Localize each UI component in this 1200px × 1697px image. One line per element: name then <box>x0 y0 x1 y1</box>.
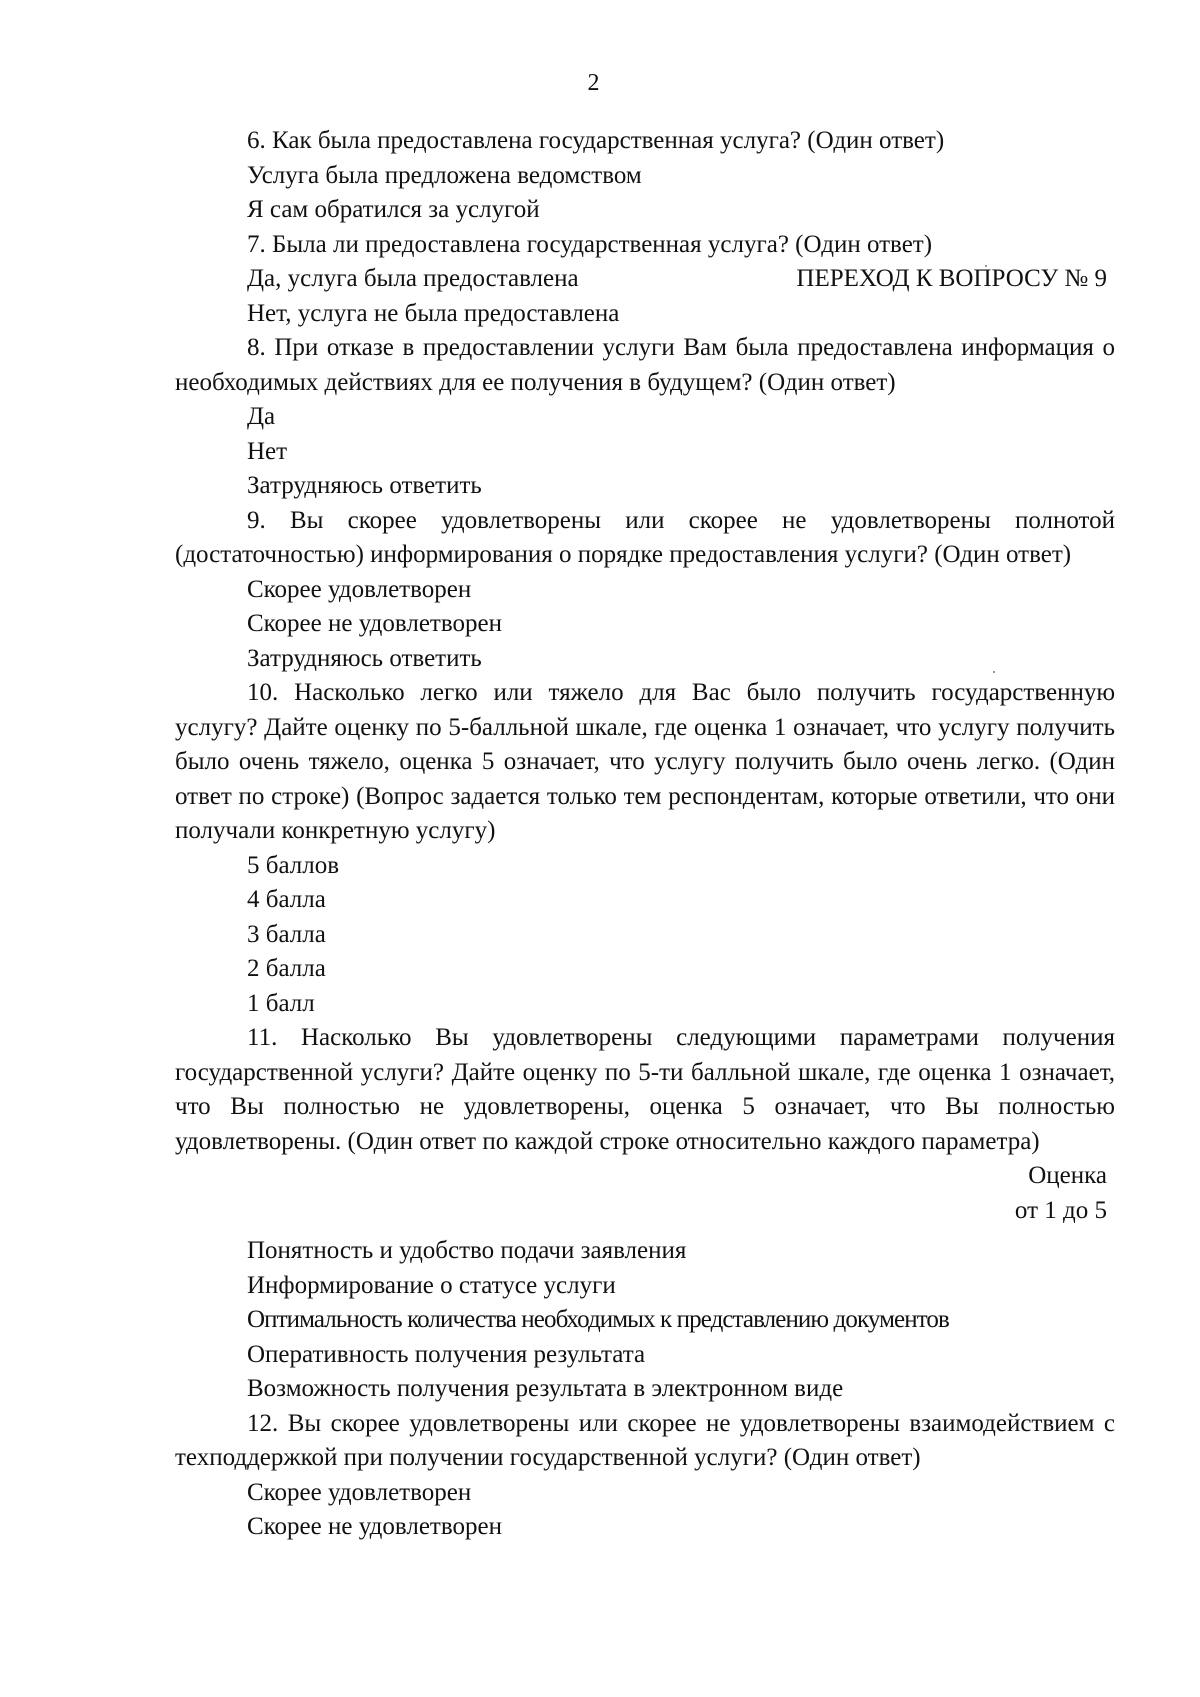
score-column-header <box>175 1159 1115 1228</box>
jump-instruction: ПЕРЕХОД К ВОПРОСУ № 9 <box>796 265 1107 292</box>
parameter-row: Оперативность получения результата <box>247 1340 646 1368</box>
question-text: 12. Вы скорее удовлетворены или скорее не удовлетворены взаимодействием с техподдержкой при получении государственной услуги? (Один ответ) <box>175 1409 1115 1471</box>
answer-option: Скорее удовлетворен <box>247 575 472 603</box>
answer-option: 5 баллов <box>247 851 340 879</box>
answer-option: 3 балла <box>247 920 326 948</box>
question-text: 6. Как была предоставлена государственная услуга? (Один ответ) <box>247 127 945 154</box>
parameter-row: Понятность и удобство подачи заявления <box>247 1237 687 1264</box>
answer-option: 4 балла <box>247 886 326 913</box>
score-header-line: от 1 до 5 <box>1014 1196 1107 1224</box>
answer-option: Услуга была предложена ведомством <box>247 161 642 189</box>
question-text: 9. Вы скорее удовлетворены или скорее не удовлетворены полнотой (достаточностью) информирования о порядке предоставления услуги? (Один ответ) <box>175 506 1115 568</box>
answer-option: Нет, услуга не была предоставлена <box>247 299 620 327</box>
question-6 <box>175 124 1115 228</box>
answer-option: Скорее удовлетворен <box>247 1478 472 1506</box>
question-text: 10. Насколько легко или тяжело для Вас было получить государственную услугу? Дайте оценку по 5-балльной шкале, где оценка 1 означает, что услугу получить было очень тяжело, оценка 5 означает, что услугу получить было очень легко. (Один ответ по строке) (Вопрос задается только тем респондентам, которые ответили, что они получали конкретную услугу) <box>175 679 1115 844</box>
questionnaire-body <box>175 124 1115 1545</box>
question-10 <box>175 676 1115 1021</box>
answer-option: 1 балл <box>247 989 315 1017</box>
question-text: 7. Была ли предоставлена государственная услуга? (Один ответ) <box>247 230 933 258</box>
parameter-row: Оптимальность количества необходимых к представлению документов <box>247 1306 949 1333</box>
answer-option: Скорее не удовлетворен <box>247 1513 502 1540</box>
question-9 <box>175 504 1115 677</box>
answer-option: Затрудняюсь ответить <box>247 472 482 499</box>
answer-option: 2 балла <box>247 955 326 982</box>
answer-option: Я сам обратился за услугой <box>247 196 540 223</box>
page-number: 2 <box>587 70 600 96</box>
question-12 <box>175 1407 1115 1545</box>
answer-option: Да <box>247 403 276 430</box>
answer-option-with-jump <box>175 262 1115 297</box>
parameter-row: Информирование о статусе услуги <box>247 1271 616 1299</box>
score-header-line: Оценка <box>1028 1162 1107 1189</box>
answer-option: Затрудняюсь ответить <box>247 644 482 672</box>
question-text: 8. При отказе в предоставлении услуги Вам была предоставлена информация о необходимых действиях для ее получения в будущем? (Один ответ) <box>175 334 1115 396</box>
question-8 <box>175 331 1115 504</box>
answer-option: Скорее не удовлетворен <box>247 610 502 637</box>
parameter-row: Возможность получения результата в электронном виде <box>247 1375 844 1402</box>
question-11 <box>175 1021 1115 1407</box>
question-7 <box>175 228 1115 332</box>
answer-option: Да, услуга была предоставлена <box>247 265 579 292</box>
answer-option: Нет <box>247 437 288 465</box>
question-text: 11. Насколько Вы удовлетворены следующими параметрами получения государственной услуги? Дайте оценку по 5-ти балльной шкале, где оценка 1 означает, что Вы полностью не удовлетворены, оценка 5 означает, что Вы полностью удовлетворены. (Один ответ по каждой строке относительно каждого параметра) <box>175 1024 1115 1155</box>
